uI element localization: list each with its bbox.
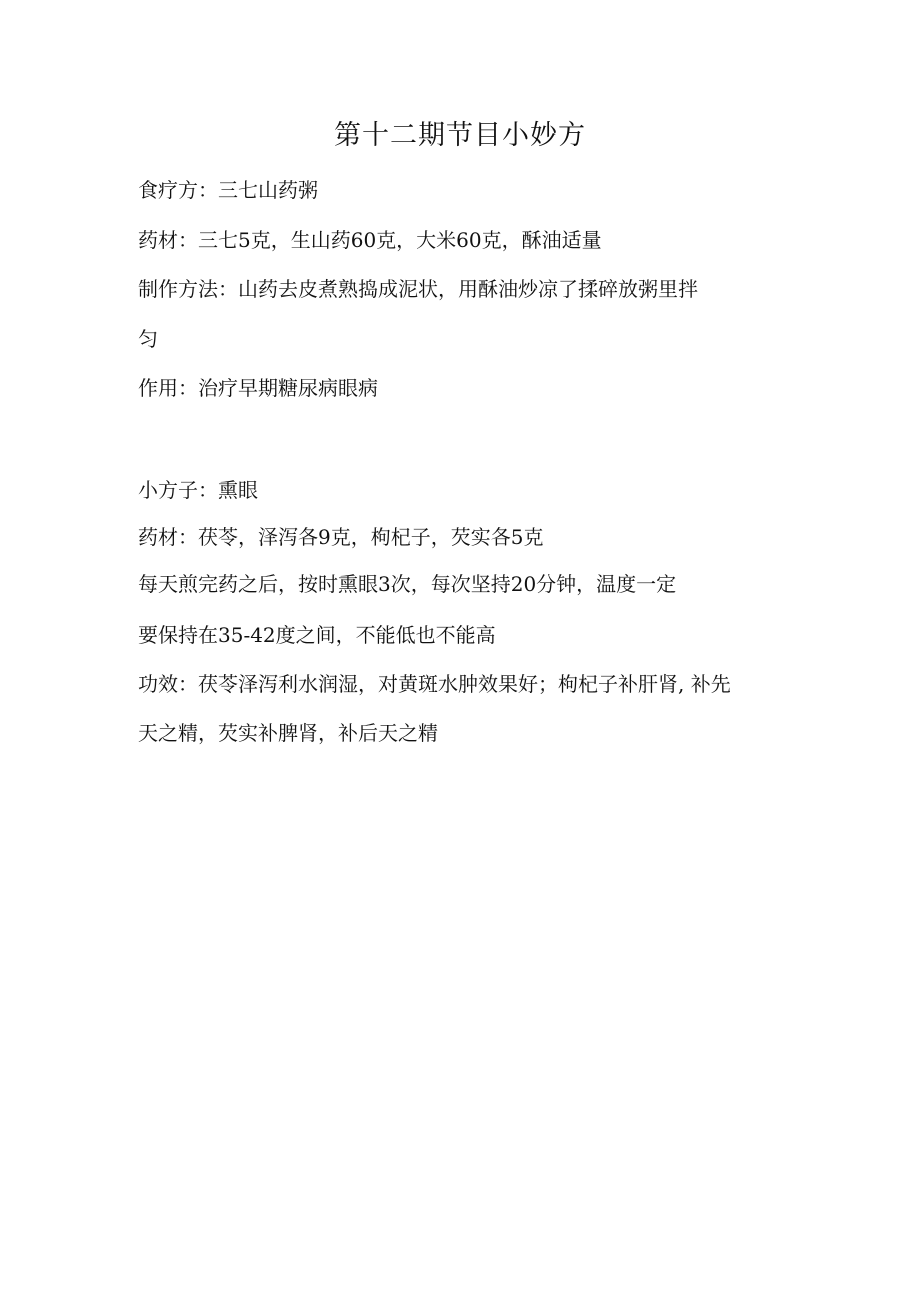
remedy-usage-line-1: 每天煎完药之后，按时熏眼3次，每次坚持20分钟，温度一定 <box>138 572 677 596</box>
recipe-name: 食疗方：三七山药粥 <box>138 178 318 202</box>
recipe-method-line-1: 制作方法：山药去皮煮熟捣成泥状，用酥油炒凉了揉碎放粥里拌 <box>138 277 698 301</box>
recipe-method-line-2: 匀 <box>138 327 158 351</box>
remedy-efficacy-line-1: 功效：茯苓泽泻利水润湿，对黄斑水肿效果好；枸杞子补肝肾, 补先 <box>138 672 731 696</box>
remedy-usage-line-2: 要保持在35-42度之间，不能低也不能高 <box>138 623 496 647</box>
remedy-efficacy-line-2: 天之精，芡实补脾肾，补后天之精 <box>138 721 438 745</box>
remedy-name: 小方子：熏眼 <box>138 478 258 502</box>
recipe-ingredients: 药材：三七5克，生山药60克，大米60克，酥油适量 <box>138 228 602 252</box>
document-title: 第十二期节目小妙方 <box>334 120 586 151</box>
remedy-ingredients: 药材：茯苓，泽泻各9克，枸杞子，芡实各5克 <box>138 525 544 549</box>
recipe-effect: 作用：治疗早期糖尿病眼病 <box>138 376 378 400</box>
